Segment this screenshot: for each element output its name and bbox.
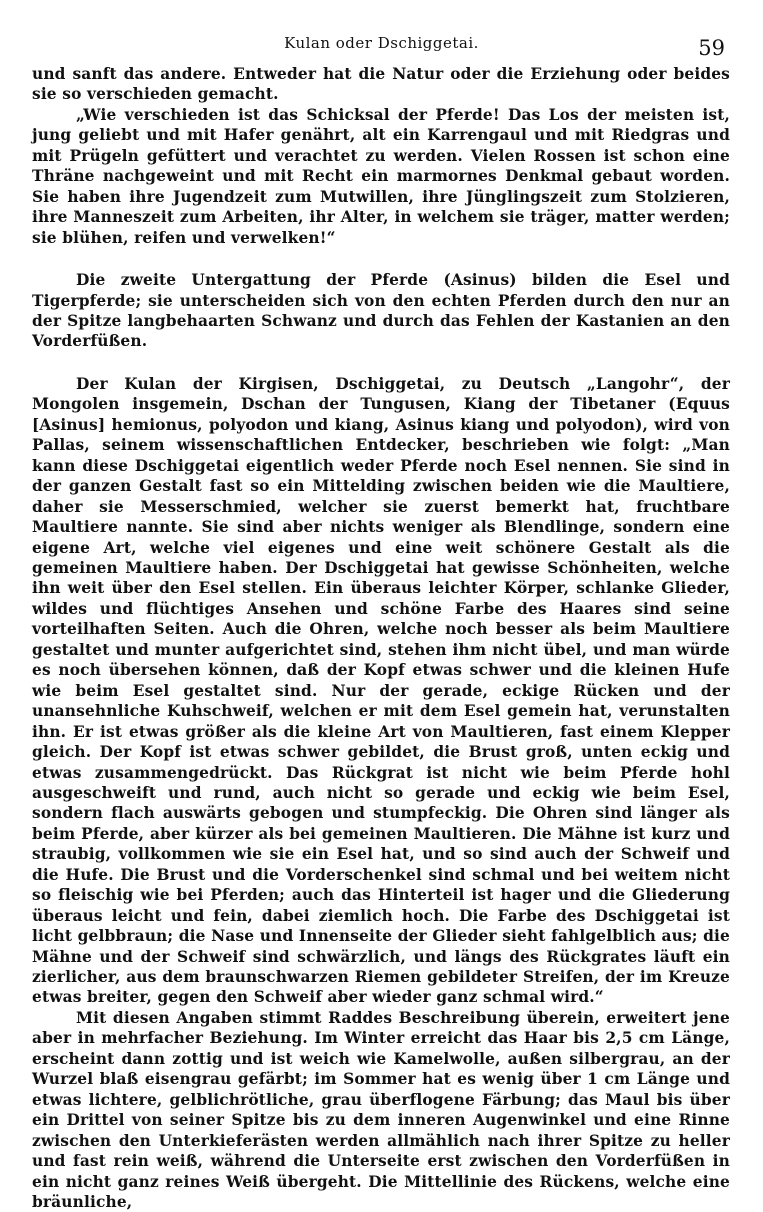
paragraph-continuation: und sanft das andere. Entweder hat die Natur oder die Erziehung oder beides sie so verschieden gemacht.	[32, 65, 730, 104]
paragraph-radde: Mit diesen Angaben stimmt Raddes Beschreibung überein, erweitert jene aber in mehrfacher Beziehung. Im Winter erreicht das Haar bis 2,5 cm Länge, erscheint dann zottig und ist weich wie Kamelwolle, außen silbergrau, an der Wurzel blaß eisengrau gefärbt; im Sommer hat es wenig über 1 cm Länge und etwas lichtere, gelblichrötliche, grau überflogene Färbung; das Maul bis über ein Drittel von seiner Spitze bis zu dem inneren Augenwinkel und eine Rinne zwischen den Unterkieferästen werden allmählich nach ihrer Spitze zu heller und fast rein weiß, während die Unterseite erst zwischen den Vorderfüßen in ein nicht ganz reines Weiß übergeht. Die Mittellinie des Rückens, welche eine bräunliche,	[32, 1008, 730, 1212]
paragraph-spacer	[32, 352, 730, 374]
page-number: 59	[698, 36, 725, 60]
body-text	[32, 64, 730, 1212]
page-header	[0, 30, 763, 60]
paragraph-spacer	[32, 248, 730, 270]
paragraph-kulan: Der Kulan der Kirgisen, Dschiggetai, zu Deutsch „Langohr“, der Mongolen insgemein, Dschan der Tungusen, Kiang der Tibetaner (Equus [Asinus] hemionus, polyodon und kiang, Asinus kiang und polyodon), wird von Pallas, seinem wissenschaftlichen Entdecker, beschrieben wie folgt: „Man kann diese Dschiggetai eigentlich weder Pferde noch Esel nennen. Sie sind in der ganzen Gestalt fast so ein Mittelding zwischen beiden wie die Maultiere, daher sie Messerschmied, welcher sie zuerst bemerkt hat, fruchtbare Maultiere nannte. Sie sind aber nichts weniger als Blendlinge, sondern eine eigene Art, welche viel eigenes und eine weit schönere Gestalt als die gemeinen Maultiere haben. Der Dschiggetai hat gewisse Schönheiten, welche ihn weit über den Esel stellen. Ein überaus leichter Körper, schlanke Glieder, wildes und flüchtiges Ansehen und schöne Farbe des Haares sind seine vorteilhaften Seiten. Auch die Ohren, welche noch besser als beim Maultiere gestaltet und munter aufgerichtet sind, stehen ihm nicht übel, und man würde es noch übersehen können, daß der Kopf etwas schwer und die kleinen Hufe wie beim Esel gestaltet sind. Nur der gerade, eckige Rücken und der unansehnliche Kuhschweif, welchen er mit dem Esel gemein hat, verunstalten ihn. Er ist etwas größer als die kleine Art von Maultieren, fast einem Klepper gleich. Der Kopf ist etwas schwer gebildet, die Brust groß, unten eckig und etwas zusammengedrückt. Das Rückgrat ist nicht wie beim Pferde hohl ausgeschweift und rund, auch nicht so gerade und eckig wie beim Esel, sondern flach auswärts gebogen und stumpfeckig. Die Ohren sind länger als beim Pferde, aber kürzer als bei gemeinen Maultieren. Die Mähne ist kurz und straubig, vollkommen wie sie ein Esel hat, und so sind auch der Schweif und die Hufe. Die Brust und die Vorderschenkel sind schmal und bei weitem nicht so fleischig wie bei Pferden; auch das Hinterteil ist hager und die Gliederung überaus leicht und fein, dabei ziemlich hoch. Die Farbe des Dschiggetai ist licht gelbbraun; die Nase und Innenseite der Glieder sieht fahlgelblich aus; die Mähne und der Schweif sind schwärzlich, und längs des Rückgrates läuft ein zierlicher, aus dem braunschwarzen Riemen gebildeter Streifen, der im Kreuze etwas breiter, gegen den Schweif aber wieder ganz schmal wird.“	[32, 374, 730, 1007]
paragraph-subgenus: Die zweite Untergattung der Pferde (Asinus) bilden die Esel und Tigerpferde; sie unterscheiden sich von den echten Pferden durch den nur an der Spitze langbehaarten Schwanz und durch das Fehlen der Kastanien an den Vorderfüßen.	[32, 271, 730, 351]
running-title: Kulan oder Dschiggetai.	[284, 34, 479, 52]
paragraph-quote: „Wie verschieden ist das Schicksal der Pferde! Das Los der meisten ist, jung geliebt und mit Hafer genährt, alt ein Karrengaul und mit Riedgras und mit Prügeln gefüttert und verachtet zu werden. Vielen Rossen ist schon eine Thräne nachgeweint und mit Recht ein marmornes Denkmal gebaut worden. Sie haben ihre Jugendzeit zum Mutwillen, ihre Jünglingszeit zum Stolzieren, ihre Manneszeit zum Arbeiten, ihr Alter, in welchem sie träger, matter werden; sie blühen, reifen und verwelken!“	[32, 105, 730, 247]
